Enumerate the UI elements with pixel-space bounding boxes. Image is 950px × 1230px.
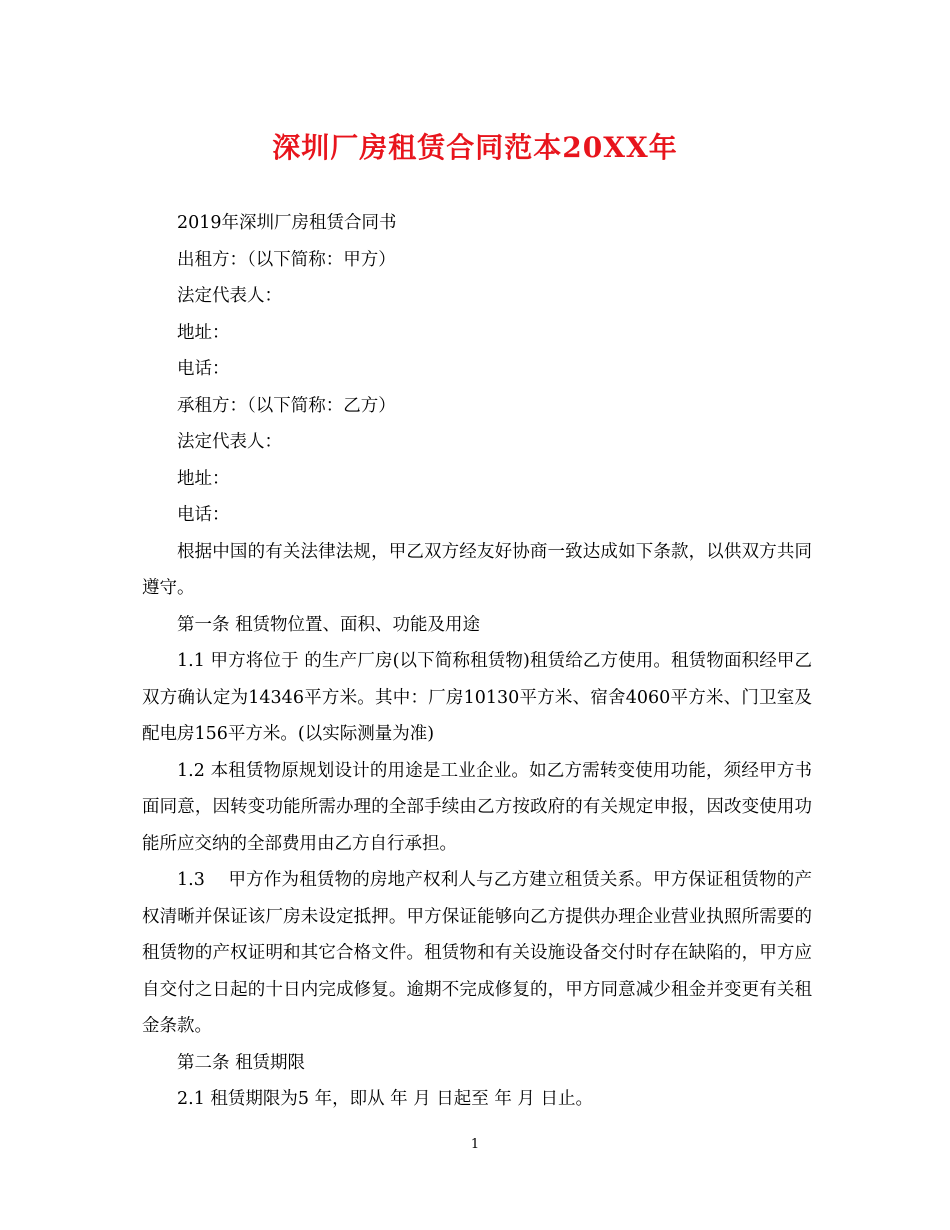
- page-number: 1: [470, 1137, 480, 1152]
- clause-1-2: 1.2 本租赁物原规划设计的用途是工业企业。如乙方需转变使用功能，须经甲方书面同意，因转变功能所需办理的全部手续由乙方按政府的有关规定申报，因改变使用功能所应交纳的全部费用由乙方自行承担。: [142, 760, 812, 854]
- clause-2-1: 2.1 租赁期限为5 年，即从 年 月 日起至 年 月 日止。: [177, 1089, 593, 1109]
- lessee-phone: 电话：: [177, 505, 230, 525]
- document-title: 深圳厂房租赁合同范本20XX年: [272, 131, 678, 164]
- contract-heading: 2019年深圳厂房租赁合同书: [177, 213, 397, 233]
- document-body: [142, 205, 812, 1118]
- article-1-heading: 第一条 租赁物位置、面积、功能及用途: [177, 614, 481, 635]
- article-2-heading: 第二条 租赁期限: [177, 1052, 306, 1073]
- lessee-address: 地址：: [177, 468, 230, 489]
- clause-1-1: 1.1 甲方将位于 的生产厂房(以下简称租赁物)租赁给乙方使用。租赁物面积经甲乙双方确认定为14346平方米。其中：厂房10130平方米、宿舍4060平方米、门卫室及配电房156平方米。(以实际测量为准): [142, 651, 812, 744]
- lessor-phone: 电话：: [177, 359, 230, 379]
- lessor-line: 出租方：（以下简称：甲方）: [177, 249, 396, 270]
- preamble-paragraph: 根据中国的有关法律法规，甲乙双方经友好协商一致达成如下条款，以供双方共同遵守。: [142, 541, 812, 598]
- clause-1-3: 1.3 甲方作为租赁物的房地产权利人与乙方建立租赁关系。甲方保证租赁物的产权清晰并保证该厂房未设定抵押。甲方保证能够向乙方提供办理企业营业执照所需要的租赁物的产权证明和其它合格文件。租赁物和有关设施设备交付时存在缺陷的，甲方应自交付之日起的十日内完成修复。逾期不完成修复的，甲方同意减少租金并变更有关租金条款。: [142, 870, 812, 1036]
- lessor-legal-representative: 法定代表人：: [177, 286, 282, 306]
- lessor-address: 地址：: [177, 322, 230, 343]
- lessee-legal-representative: 法定代表人：: [177, 432, 282, 452]
- lessee-line: 承租方：（以下简称：乙方）: [177, 395, 396, 416]
